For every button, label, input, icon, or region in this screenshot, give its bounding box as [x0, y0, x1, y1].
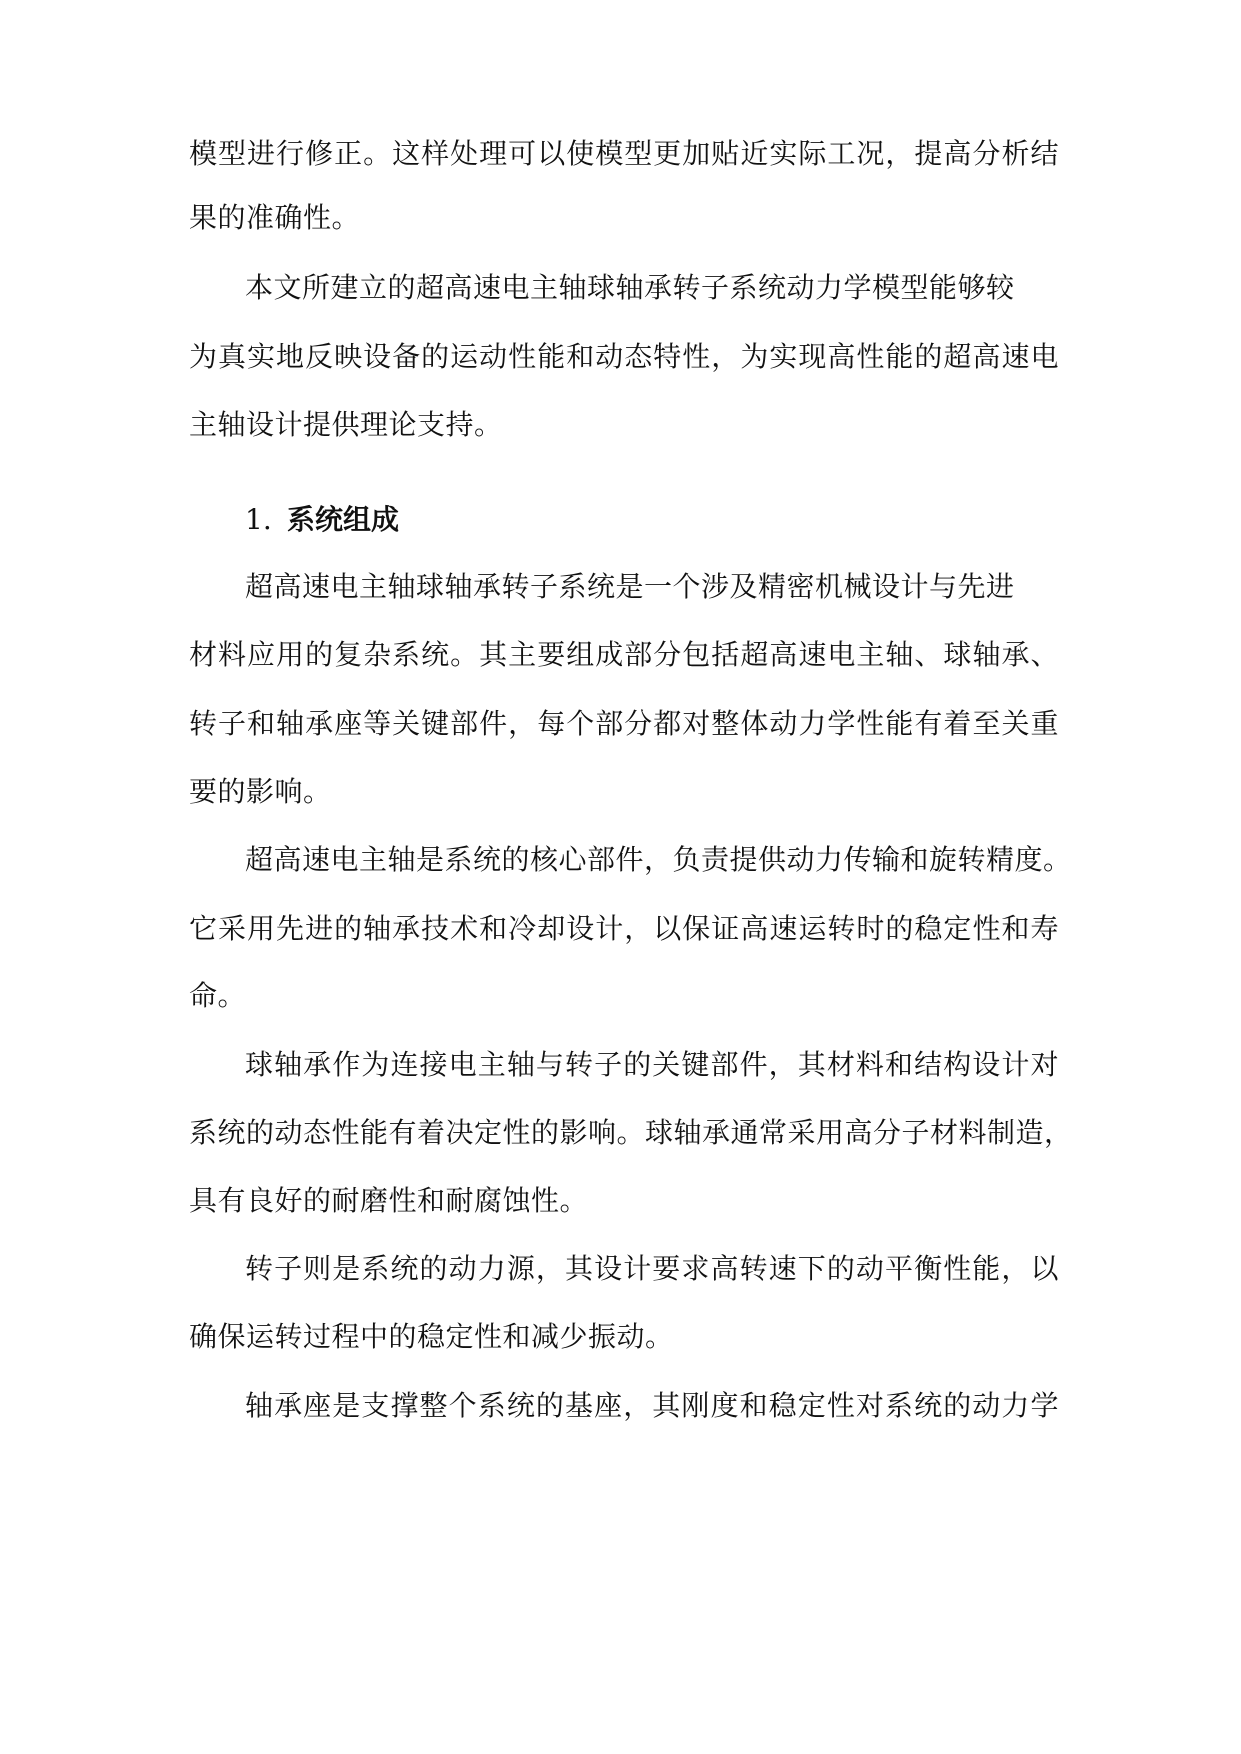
- paragraph-1-line-1: 模型进行修正。这样处理可以使模型更加贴近实际工况，提高分析结: [189, 137, 1059, 170]
- paragraph-5-line-2: 系统的动态性能有着决定性的影响。球轴承通常采用高分子材料制造，: [189, 1116, 1073, 1149]
- paragraph-3-line-3: 转子和轴承座等关键部件，每个部分都对整体动力学性能有着至关重: [189, 707, 1059, 740]
- paragraph-4-line-1: 超高速电主轴是系统的核心部件，负责提供动力传输和旋转精度。: [245, 843, 1072, 876]
- paragraph-6-line-2: 确保运转过程中的稳定性和减少振动。: [189, 1320, 674, 1353]
- paragraph-2-line-2: 为真实地反映设备的运动性能和动态特性，为实现高性能的超高速电: [189, 340, 1059, 373]
- paragraph-7-line-1: 轴承座是支撑整个系统的基座，其刚度和稳定性对系统的动力学: [245, 1389, 1059, 1422]
- section-heading: [245, 500, 399, 540]
- paragraph-6-line-1: 转子则是系统的动力源，其设计要求高转速下的动平衡性能，以: [245, 1252, 1059, 1285]
- paragraph-3-line-1: 超高速电主轴球轴承转子系统是一个涉及精密机械设计与先进: [245, 570, 1015, 603]
- paragraph-3-line-4: 要的影响。: [189, 775, 332, 808]
- paragraph-4-line-3: 命。: [189, 979, 247, 1012]
- paragraph-3-line-2: 材料应用的复杂系统。其主要组成部分包括超高速电主轴、球轴承、: [189, 638, 1059, 671]
- paragraph-4-line-2: 它采用先进的轴承技术和冷却设计，以保证高速运转时的稳定性和寿: [189, 912, 1059, 945]
- section-number: 1.: [245, 503, 272, 536]
- section-title: 系统组成: [287, 503, 400, 536]
- paragraph-5-line-1: 球轴承作为连接电主轴与转子的关键部件，其材料和结构设计对: [245, 1048, 1059, 1081]
- paragraph-1-line-2: 果的准确性。: [189, 201, 361, 234]
- paragraph-5-line-3: 具有良好的耐磨性和耐腐蚀性。: [189, 1184, 589, 1217]
- paragraph-2-line-1: 本文所建立的超高速电主轴球轴承转子系统动力学模型能够较: [245, 271, 1015, 304]
- paragraph-2-line-3: 主轴设计提供理论支持。: [189, 408, 503, 441]
